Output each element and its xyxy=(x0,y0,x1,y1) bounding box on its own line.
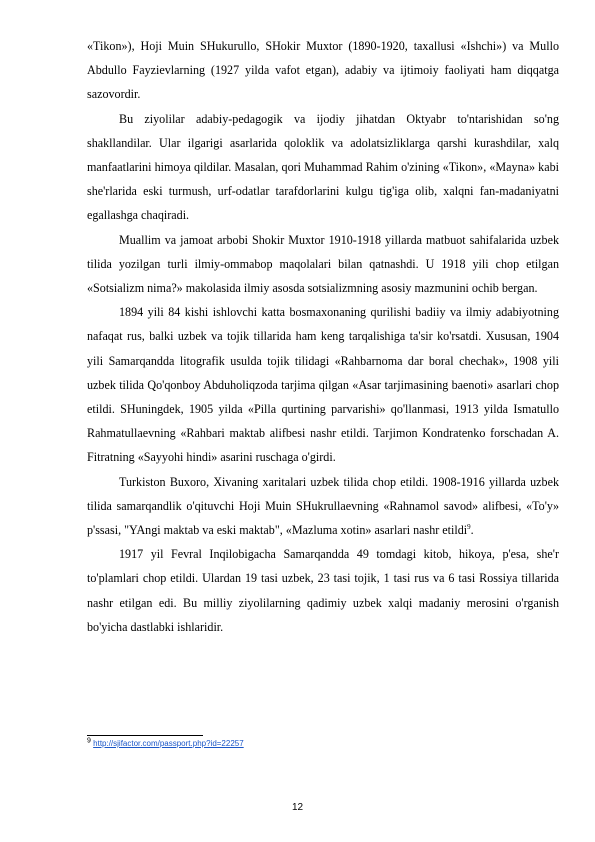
paragraph-text: Turkiston Buxoro, Xivaning xaritalari uzbek tilida chop etildi. 1908-1916 yillarda uzbek tilida samarqandlik o'qituvchi Hoji Muin SHukrullaevning «Rahnamol savod» alifbesi, «To'y» p'ssasi, "YAngi maktab va eski maktab", «Mazluma xotin» asarlari nashr etildi xyxy=(87,474,559,538)
paragraph: 1917 yil Fevral Inqilobigacha Samarqandda 49 tomdagi kitob, hikoya, p'esa, she'r to'plamlari chop etildi. Ulardan 19 tasi uzbek, 23 tasi tojik, 1 tasi rus va 6 tasi Rossiya tillarida nashr etilgan edi. Bu milliy ziyolilarning qadimiy uzbek xalqi madaniy merosini o'rganish bo'yicha dastlabki ishlaridir. xyxy=(87,547,559,634)
paragraph-end-period: . xyxy=(470,523,474,538)
paragraph: «Tikon»), Hoji Muin SHukurullo, SHokir Muxtor (1890-1920, taxallusi «Ishchi») va Mullo Abdullo Fayzievlarning (1927 yilda vafot etgan), adabiy va ijtimoiy faoliyati ham diqqatga sazovordir. xyxy=(87,39,559,102)
paragraph-with-footnote xyxy=(87,470,559,543)
paragraph: Muallim va jamoat arbobi Shokir Muxtor 1910-1918 yillarda matbuot sahifalarida uzbek tilida yozilgan turli ilmiy-ommabop maqolalari bilan qatnashdi. U 1918 yili chop etilgan «Sotsializm nima?» makolasida ilmiy asosda sotsializmning asosiy mazmunini ochib bergan. xyxy=(87,232,559,296)
footnote-marker[interactable]: 9 xyxy=(467,523,471,532)
footnote-number: 9 xyxy=(87,737,91,745)
footnote xyxy=(87,739,559,749)
paragraph: 1894 yili 84 kishi ishlovchi katta bosmaxonaning qurilishi badiiy va ilmiy adabiyotning nafaqat rus, balki uzbek va tojik tillarida ham keng tarqalishiga ta'sir ko'rsatdi. Xususan, 1904 yili Samarqandda litografik usulda tojik tilidagi «Rahbarnoma dar boral chechak», 1908 yili uzbek tilida Qo'qonboy Abduholiqzoda tarjima qilgan «Asar tarjimasining baenoti» asarlari chop etildi. SHuningdek, 1905 yilda «Pilla qurtining parvarishi» qo'llanmasi, 1913 yilda Ismatullo Rahmatullaevning «Rahbari maktab alifbesi nashr etildi. Tarjimon Kondratenko forschadan A. Fitratning «Sayyohi hindi» asarini ruschaga o'girdi. xyxy=(87,305,559,465)
page-number: 12 xyxy=(291,802,304,813)
document-body xyxy=(87,34,559,639)
footnote-divider xyxy=(87,735,203,736)
paragraph: Bu ziyolilar adabiy-pedagogik va ijodiy jihatdan Oktyabr to'ntarishidan so'ng shakllandilar. Ular ilgarigi asarlarida qoloklik va adolatsizliklarga qarshi kurashdilar, xalq manfaatlarini himoya qildilar. Masalan, qori Muhammad Rahim o'zining «Tikon», «Mayna» kabi she'rlarida eski turmush, urf-odatlar tarafdorlarini kulgu tig'iga olib, xalqni fan-madaniyatni egallashga chaqiradi. xyxy=(87,111,559,223)
footnote-link[interactable]: http://sjifactor.com/passport.php?id=22257 xyxy=(93,739,244,748)
